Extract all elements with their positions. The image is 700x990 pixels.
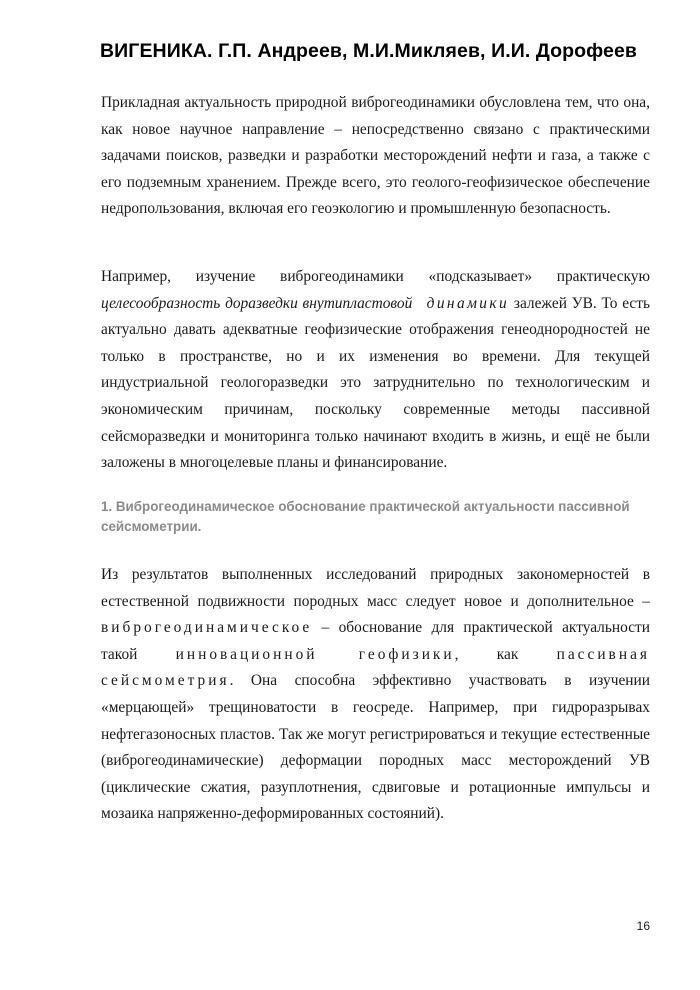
page-number: 16 [636,919,650,933]
paragraph-results [101,562,650,828]
paragraph-results-text-1: Из результатов выполненных исследований природных закономерностей в естественной подвижности породных масс следует новое и дополнительное – [101,566,650,610]
paragraph-results-spaced-term-2: инновационной геофизики [175,645,455,663]
paragraph-example [101,264,650,477]
paragraph-results-text-2: – обоснование для практической актуальности такой [101,619,650,663]
page-header-title: ВИГЕНИКА. Г.П. Андреев, М.И.Микляев, И.И. Дорофеев [100,40,638,62]
paragraph-example-italic-phrase: целесообразность доразведки внутипластовой [101,294,413,312]
paragraph-example-text-end: залежей УВ. То есть актуально давать адекватные геофизические отображения генеоднородностей не только в пространстве, но и их изменения во времени. Для текущей индустриальной геологоразведки это затруднительно по технологическим и экономическим причинам, поскольку современные методы пассивной сейсморазведки и мониторинга только начинают входить в жизнь, и ещё не были заложены в многоцелевые планы и финансирование. [101,294,651,472]
paragraph-applied-relevance: Прикладная актуальность природной виброгеодинамики обусловлена тем, что она, как новое научное направление – непосредственно связано с практическими задачами поисков, разведки и разработки месторождений нефти и газа, а также с его подземным хранением. Прежде всего, это геолого-геофизическое обеспечение недропользования, включая его геоэкологию и промышленную безопасность. [101,94,650,218]
paragraph-results-text-4: . Она способна эффективно участвовать в изучении «мерцающей» трещиноватости в геосреде. Например, при гидроразрывах нефтегазоносных пластов. Так же могут регистрироваться и текущие естественные (виброгеодинамические) деформации породных масс месторождений УВ (циклические сжатия, разуплотнения, сдвиговые и ротационные импульсы и мозаика напряженно-деформированных состояний). [101,672,650,823]
paragraph-example-spaced-italic-word: динамики [426,294,510,312]
section-heading: 1. Виброгеодинамическое обоснование практической актуальности пассивной сейсмометрии. [101,499,630,534]
paragraph-example-text-start: Например, изучение виброгеодинамики «подсказывает» практическую [101,268,650,285]
paragraph-results-spaced-term-3: пассивная сейсмометрия [101,645,650,690]
paragraph-results-text-3: , как [454,645,557,663]
paragraph-results-spaced-term-1: виброгеодинамическое [101,619,313,637]
